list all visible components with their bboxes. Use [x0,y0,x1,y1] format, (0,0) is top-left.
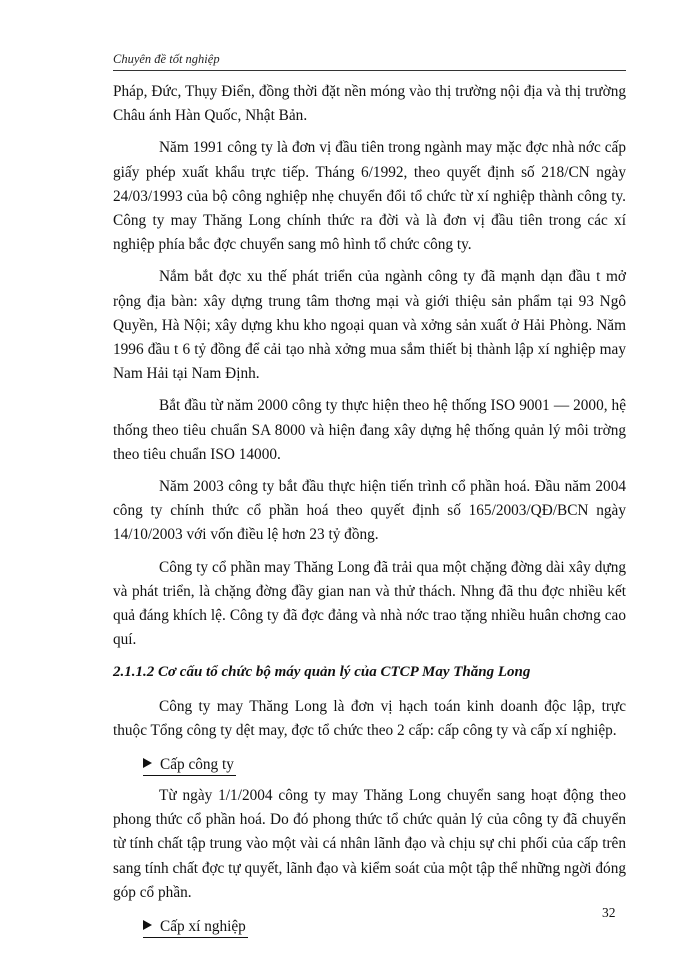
arrow-bullet-icon [143,920,152,930]
paragraph-expansion: Nắm bắt đợc xu thế phát triển của ngành công ty đã mạnh dạn đầu t mở rộng địa bàn: xây dựng trung tâm thơng mại và giới thiệu sản phẩm tại 93 Ngô Quyền, Hà Nội; xây dựng khu kho ngoại quan và xởng sản xuất ở Hải Phòng. Năm 1996 đầu t 6 tỷ đồng để cải tạo nhà xởng mua sắm thiết bị thành lập xí nghiệp may Nam Hải tại Nam Định. [113,268,626,383]
company-level-paragraph: Từ ngày 1/1/2004 công ty may Thăng Long chuyển sang hoạt động theo phong thức cổ phần hoá. Do đó phong thức tổ chức quản lý của công ty đã chuyển từ tính chất tập trung vào một vài cá nhân lãnh đạo và chịu sự chi phối của cấp trên sang tính chất đợc tự quyết, lãnh đạo và kiểm soát của một tập thể những ngời đóng góp cổ phần. [113,787,626,901]
paragraph-achievements: Công ty cổ phần may Thăng Long đã trải qua một chặng đờng dài xây dựng và phát triển, là chặng đờng đầy gian nan và thử thách. Nhng đã thu đợc nhiều kết quả đáng khích lệ. Công ty đã đợc đảng và nhà nớc trao tặng nhiều huân chơng cao quí. [113,558,626,649]
paragraph-continuation: Pháp, Đức, Thụy Điển, đồng thời đặt nền móng vào thị trường nội địa và thị trường Châu ánh Hàn Quốc, Nhật Bản. [113,83,626,125]
arrow-bullet-icon [143,758,152,768]
paragraph-2003: Năm 2003 công ty bắt đầu thực hiện tiến trình cổ phần hoá. Đầu năm 2004 công ty chính thức cổ phần hoá theo quyết định số 165/2003/QĐ/BCN ngày 14/10/2003 với vốn điều lệ hơn 23 tỷ đồng. [113,478,626,544]
paragraph-iso: Bắt đầu từ năm 2000 công ty thực hiện theo hệ thống ISO 9001 — 2000, hệ thống theo tiêu chuẩn SA 8000 và hiện đang xây dựng hệ thống quản lý môi trờng theo tiêu chuẩn ISO 14000. [113,397,626,463]
bullet-company-level [143,755,236,776]
document-body [113,80,626,946]
paragraph-1991: Năm 1991 công ty là đơn vị đầu tiên trong ngành may mặc đợc nhà nớc cấp giấy phép xuất khẩu trực tiếp. Tháng 6/1992, theo quyết định số 218/CN ngày 24/03/1993 của bộ công nghiệp nhẹ chuyển đổi tổ chức từ xí nghiệp thành công ty. Công ty may Thăng Long chính thức ra đời và là đơn vị đầu tiên trong các xí nghiệp phía bắc đợc chuyển sang mô hình tổ chức công ty. [113,139,626,254]
bullet-company-level-label: Cấp công ty [160,756,234,774]
page-number: 32 [602,905,616,920]
page-header-title: Chuyên đề tốt nghiệp [113,52,220,66]
section-paragraph: Công ty may Thăng Long là đơn vị hạch toán kinh doanh độc lập, trực thuộc Tổng công ty dệt may, đợc tổ chức theo 2 cấp: cấp công ty và cấp xí nghiệp. [113,697,626,739]
section-heading: 2.1.1.2 Cơ cấu tổ chức bộ máy quản lý của CTCP May Thăng Long [113,664,531,681]
header-divider [113,70,626,71]
bullet-enterprise-level-label: Cấp xí nghiệp [160,918,246,936]
bullet-enterprise-level [143,917,248,938]
